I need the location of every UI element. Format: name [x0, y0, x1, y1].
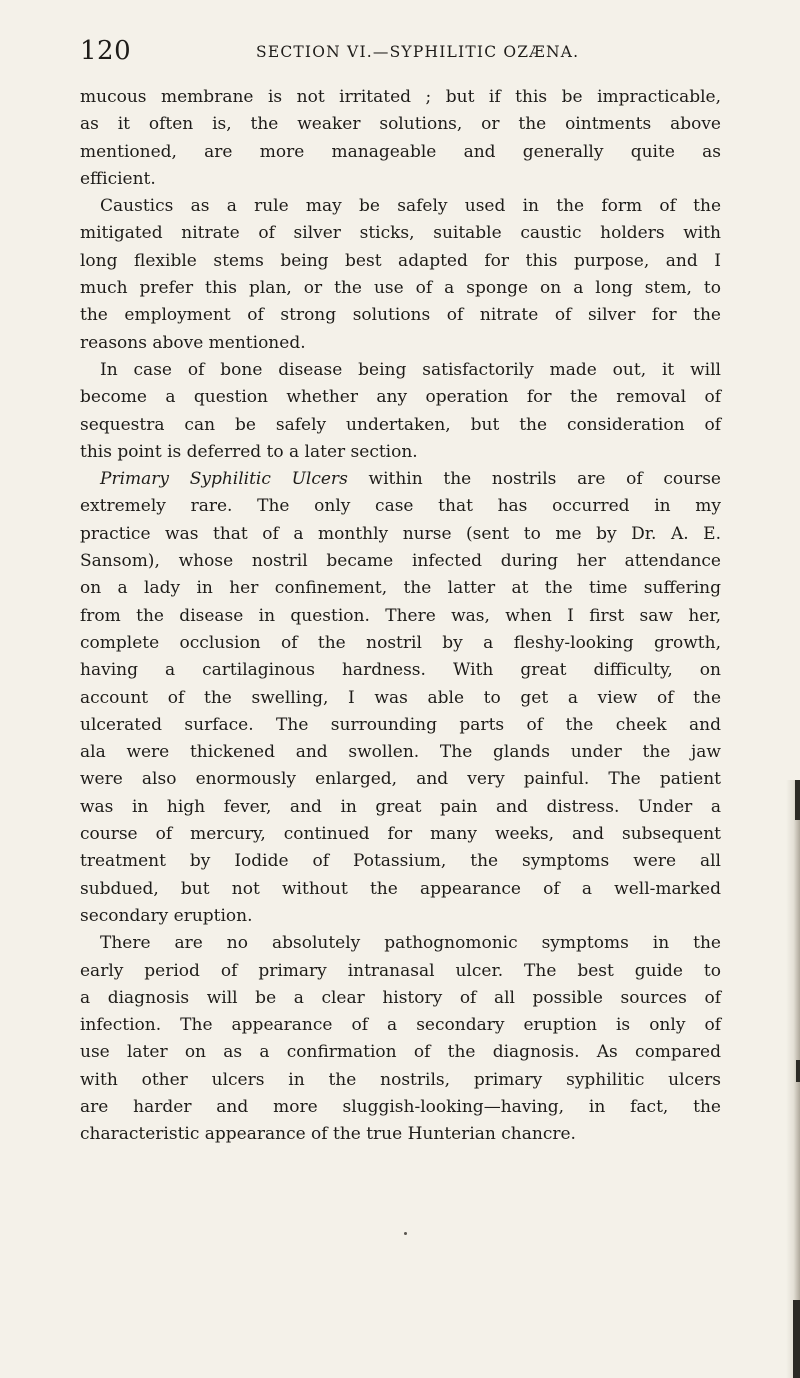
text-line: from the disease in question. There was, when I first saw her, — [80, 605, 721, 626]
text-line: complete occlusion of the nostril by a fleshy-looking growth, — [80, 632, 721, 653]
running-head — [80, 36, 720, 66]
text-line: was in high fever, and in great pain and distress. Under a — [80, 796, 721, 817]
paragraph-start-line: There are no absolutely pathognomonic symptoms in the — [100, 933, 721, 954]
section-title: SECTION VI.—SYPHILITIC OZÆNA. — [256, 43, 580, 61]
text-line: ulcerated surface. The surrounding parts of the cheek and — [80, 714, 721, 735]
text-line: the employment of strong solutions of nitrate of silver for the — [80, 305, 721, 326]
text-line: this point is deferred to a later section. — [80, 441, 418, 462]
text-line: on a lady in her confinement, the latter at the time suffering — [80, 578, 721, 599]
page-edge-mark — [796, 1060, 800, 1082]
text-line: course of mercury, continued for many weeks, and subsequent — [80, 824, 721, 845]
text-line: subdued, but not without the appearance of a well-marked — [80, 878, 721, 899]
text-line: treatment by Iodide of Potassium, the symptoms were all — [80, 851, 721, 872]
text-line: long flexible stems being best adapted for this purpose, and I — [80, 250, 721, 271]
text-line: mucous membrane is not irritated ; but if this be impracticable, — [80, 87, 721, 107]
page-edge-mark — [793, 1300, 800, 1378]
text-line: much prefer this plan, or the use of a sponge on a long stem, to — [80, 278, 721, 299]
text-line: with other ulcers in the nostrils, primary syphilitic ulcers — [80, 1069, 721, 1090]
text-line: early period of primary intranasal ulcer. The best guide to — [80, 960, 721, 981]
text-line: a diagnosis will be a clear history of all possible sources of — [80, 987, 721, 1008]
text-line: extremely rare. The only case that has occurred in my — [80, 496, 721, 517]
body-text — [80, 84, 721, 1149]
text-line: sequestra can be safely undertaken, but the consideration of — [80, 414, 721, 435]
paragraph-start-line — [80, 466, 721, 493]
text-line: infection. The appearance of a secondary eruption is only of — [80, 1015, 721, 1036]
text-line: use later on as a confirmation of the diagnosis. As compared — [80, 1042, 721, 1063]
paragraph-start-line: In case of bone disease being satisfactorily made out, it will — [100, 359, 721, 380]
page-number: 120 — [80, 36, 132, 66]
page-edge-mark — [795, 780, 800, 820]
text-line: were also enormously enlarged, and very painful. The patient — [80, 769, 721, 790]
text-line: ala were thickened and swollen. The glands under the jaw — [80, 742, 721, 763]
text-line: become a question whether any operation for the removal of — [80, 387, 721, 408]
text-line: account of the swelling, I was able to get a view of the — [80, 687, 721, 708]
text-line: are harder and more sluggish-looking—having, in fact, the — [80, 1096, 721, 1117]
text-line: secondary eruption. — [80, 905, 253, 926]
text-line: mentioned, are more manageable and generally quite as — [80, 141, 721, 162]
text-line: characteristic appearance of the true Hunterian chancre. — [80, 1124, 576, 1145]
text-line: reasons above mentioned. — [80, 332, 306, 353]
text-line: as it often is, the weaker solutions, or the ointments above — [80, 114, 721, 135]
text-line-remainder: within the nostrils are of course — [368, 469, 721, 490]
text-line: Sansom), whose nostril became infected during her attendance — [80, 551, 721, 572]
italic-lead: Primary Syphilitic Ulcers — [100, 469, 348, 490]
text-line: mitigated nitrate of silver sticks, suitable caustic holders with — [80, 223, 721, 244]
paper-speck — [404, 1232, 407, 1235]
text-line: practice was that of a monthly nurse (sent to me by Dr. A. E. — [80, 523, 721, 544]
text-line: having a cartilaginous hardness. With great difficulty, on — [80, 660, 721, 681]
text-line: efficient. — [80, 168, 156, 189]
paragraph-start-line: Caustics as a rule may be safely used in the form of the — [100, 196, 721, 217]
